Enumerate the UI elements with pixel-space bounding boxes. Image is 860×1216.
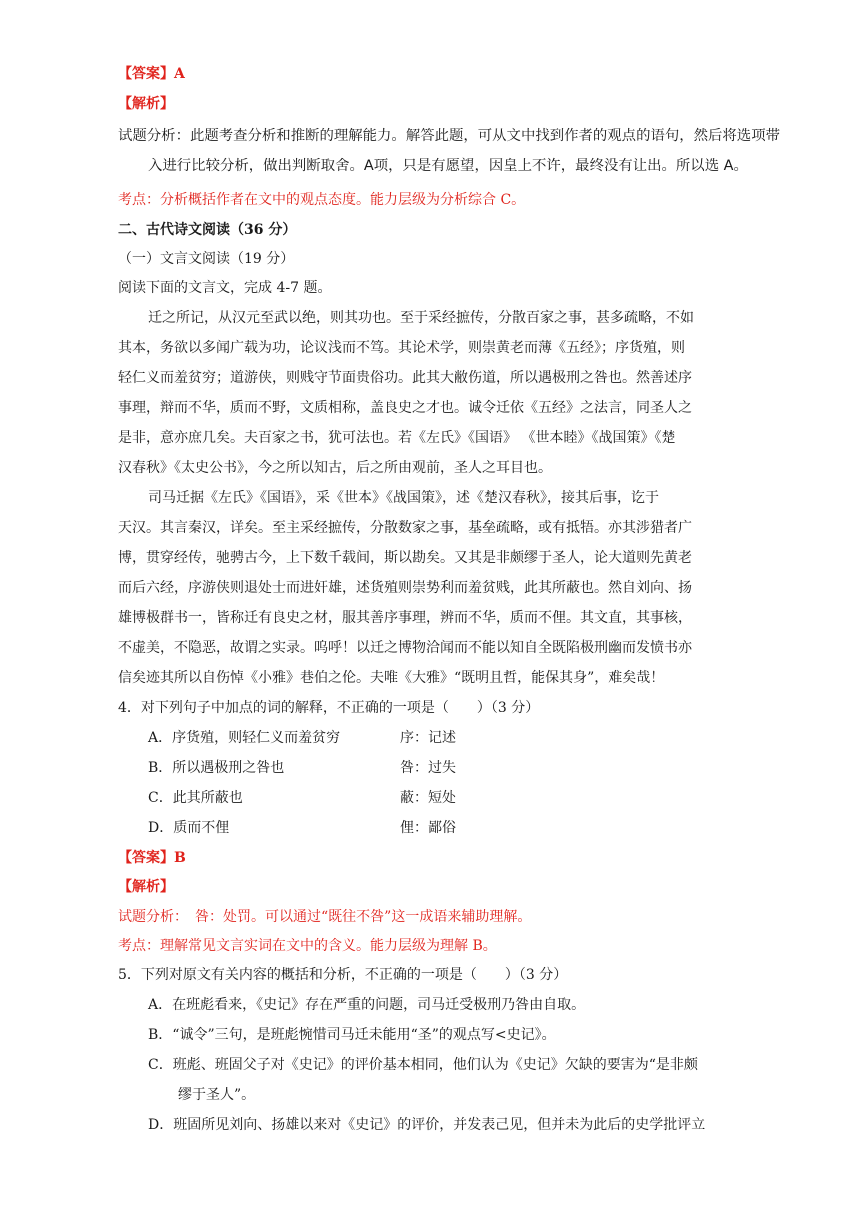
question-5-stem: 5．下列对原文有关内容的概括和分析，不正确的一项是（ ）（3 分）	[118, 967, 568, 983]
passage-line: 轻仁义而羞贫穷；道游侠，则贱守节面贵俗功。此其大敝伤道，所以遇极刑之咎也。然善述序	[118, 370, 692, 386]
question-4-gloss-b: 咎：过失	[400, 760, 456, 776]
analysis-text-q3-line1: 试题分析：此题考查分析和推断的理解能力。解答此题，可从文中找到作者的观点的语句，然后将选项带	[118, 128, 780, 144]
passage-line: 天汉。其言秦汉，详矣。至主采经摭传，分散数家之事，基垒疏略，或有抵牾。亦其涉猎者广	[118, 520, 692, 536]
question-4-option-c: C．此其所蔽也	[148, 790, 243, 806]
subsection-heading: （一）文言文阅读（19 分）	[118, 251, 295, 267]
passage-line: 迁之所记，从汉元至武以绝，则其功也。至于采经摭传，分散百家之事，甚多疏略，不如	[148, 310, 694, 326]
question-5-option-c-line1: C．班彪、班固父子对《史记》的评价基本相同，他们认为《史记》欠缺的要害为“是非颇	[148, 1057, 698, 1073]
passage-line: 事理，辩而不华，质而不野，文质相称，盖良史之才也。诚令迁依《五经》之法言，同圣人之	[118, 400, 692, 416]
question-4-option-b: B．所以遇极刑之咎也	[148, 760, 285, 776]
question-4-gloss-a: 序：记述	[400, 730, 456, 746]
passage-line: 不虚美，不隐恶，故谓之实录。呜呼！以迁之博物洽闻而不能以知自全既陷极刑幽而发愤书亦	[118, 640, 692, 656]
passage-line: 司马迁据《左氏》《国语》，采《世本》《战国策》，述《楚汉春秋》，接其后事，讫于	[148, 490, 659, 506]
question-4-gloss-d: 俚：鄙俗	[400, 820, 456, 836]
question-4-option-d: D．质而不俚	[148, 820, 230, 836]
section-heading: 二、古代诗文阅读（36 分）	[118, 222, 297, 238]
question-5-option-a: A．在班彪看来，《史记》存在严重的问题，司马迁受极刑乃咎由自取。	[148, 997, 586, 1013]
question-4-option-a: A．序货殖，则轻仁义而羞贫穷	[148, 730, 341, 746]
passage-line: 博，贯穿经传，驰骋古今，上下数千载间，斯以勘矣。又其是非颇缪于圣人，论大道则先黄老	[118, 550, 692, 566]
passage-line: 信矣迹其所以自伤悼《小雅》巷伯之伦。夫唯《大雅》“既明且哲，能保其身”，难矣哉！	[118, 670, 665, 686]
passage-instruction: 阅读下面的文言文，完成 4-7 题。	[118, 280, 332, 296]
question-5-option-b: B．“诚令”三句，是班彪惋惜司马迁未能用“圣”的观点写<史记》。	[148, 1027, 556, 1043]
question-4-gloss-c: 蔽：短处	[400, 790, 456, 806]
analysis-text-q4: 试题分析： 咎：处罚。可以通过“既往不咎”这一成语来辅助理解。	[118, 909, 532, 925]
analysis-label-q4: 【解析】	[118, 879, 174, 895]
passage-line: 汉春秋》《太史公书》，今之所以知古，后之所由观前，圣人之耳目也。	[118, 460, 552, 476]
passage-line: 而后六经，序游侠则退处士而进奸雄，述货殖则崇势利而羞贫贱，此其所蔽也。然自刘向、扬	[118, 580, 692, 596]
question-5-option-d: D．班固所见刘向、扬雄以来对《史记》的评价，并发表己见，但并未为此后的史学批评立	[148, 1117, 706, 1133]
analysis-text-q3-line2: 入进行比较分析，做出判断取舍。A项，只是有愿望，因皇上不许，最终没有让出。所以选 A。	[148, 158, 748, 174]
answer-label-q3: 【答案】A	[118, 66, 185, 82]
exam-point-q3: 考点：分析概括作者在文中的观点态度。能力层级为分析综合 C。	[118, 192, 526, 208]
exam-point-q4: 考点：理解常见文言实词在文中的含义。能力层级为理解 B。	[118, 938, 497, 954]
passage-line: 是非，意亦庶几矣。夫百家之书，犹可法也。若《左氏》《国语》 《世本睦》《战国策》《楚	[118, 430, 676, 446]
analysis-label-q3: 【解析】	[118, 96, 174, 112]
passage-line: 其本，务欲以多闻广载为功，论议浅而不笃。其论术学，则崇黄老而薄《五经》；序货殖，则	[118, 340, 685, 356]
answer-label-q4: 【答案】B	[118, 850, 186, 866]
question-5-option-c-line2: 缪于圣人”。	[178, 1087, 256, 1103]
passage-line: 雄博极群书一，皆称迁有良史之材，服其善序事理，辨而不华，质而不俚。其文直，其事核，	[118, 610, 692, 626]
question-4-stem: 4．对下列句子中加点的词的解释，不正确的一项是（ ）（3 分）	[118, 700, 540, 716]
